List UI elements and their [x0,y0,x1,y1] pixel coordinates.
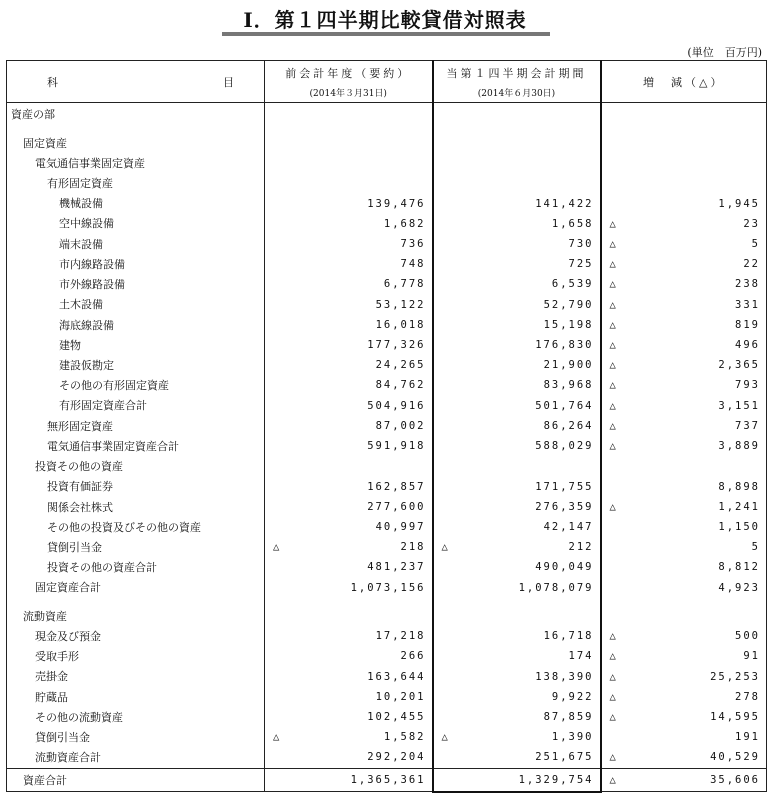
curr-value-text: 87,859 [543,710,594,723]
curr-value [433,497,601,517]
prev-value-text: 177,326 [367,339,426,352]
negative-marker: △ [273,731,280,744]
header-prev [265,61,433,103]
prev-value [265,295,433,315]
diff-value-text: 191 [735,731,760,744]
row-label: 投資有価証券 [7,477,265,497]
row-label: 建設仮勘定 [7,355,265,375]
table-row [7,558,767,578]
curr-value-text: 86,264 [543,419,594,432]
header-item-right: 目 [223,75,234,89]
prev-value [265,275,433,295]
diff-value-text: 91 [743,650,760,663]
diff-value-text: 238 [735,278,760,291]
curr-value-text: 276,359 [535,500,594,513]
negative-marker: △ [609,278,616,291]
diff-value [601,537,767,557]
prev-value [265,173,433,193]
prev-value-text: 162,857 [367,480,426,493]
row-label: 市外線路設備 [7,275,265,295]
curr-value [433,376,601,396]
negative-marker: △ [609,773,616,786]
row-label: 貸倒引当金 [7,537,265,557]
negative-marker: △ [609,670,616,683]
row-label: 資産の部 [7,103,265,126]
diff-value [601,707,767,727]
table-row [7,517,767,537]
diff-value-text: 793 [735,379,760,392]
header-item [7,61,265,103]
negative-marker: △ [609,440,616,453]
negative-marker: △ [609,419,616,432]
row-label: 有形固定資産 [7,173,265,193]
table-row [7,768,767,792]
prev-value [265,355,433,375]
diff-value-text: 14,595 [710,710,760,723]
prev-value-text: 40,997 [375,521,426,534]
diff-value [601,578,767,598]
prev-value [265,768,433,792]
curr-value-text: 138,390 [535,670,594,683]
prev-value [265,416,433,436]
header-curr-date: (2014年６月30日) [477,88,556,99]
header-curr [433,61,601,103]
spacer-cell [433,125,601,133]
curr-value [433,687,601,707]
curr-value-text: 725 [568,258,594,271]
prev-value [265,254,433,274]
curr-value [433,315,601,335]
row-label: 無形固定資産 [7,416,265,436]
diff-value-text: 1,945 [718,197,760,210]
diff-value-text: 23 [743,217,760,230]
diff-value-text: 496 [735,339,760,352]
table-row [7,335,767,355]
spacer-cell [7,125,265,133]
curr-value [433,396,601,416]
row-label: 端末設備 [7,234,265,254]
prev-value [265,707,433,727]
prev-value [265,667,433,687]
prev-value-text: 1,073,156 [350,581,426,594]
prev-value [265,646,433,666]
curr-value [433,748,601,769]
curr-value [433,727,601,747]
negative-marker: △ [609,258,616,271]
negative-marker: △ [609,650,616,663]
curr-value-text: 52,790 [543,298,594,311]
diff-value-text: 25,253 [710,670,760,683]
page-title: Ⅰ．第１四半期比較貸借対照表 [243,8,527,32]
diff-value [601,335,767,355]
row-label: その他の投資及びその他の資産 [7,517,265,537]
unit-label: (単位 百万円) [687,46,762,59]
curr-value-text: 1,329,754 [518,773,594,786]
curr-value [433,173,601,193]
row-label: 流動資産合計 [7,748,265,769]
row-label: 関係会社株式 [7,497,265,517]
curr-value [433,133,601,153]
curr-value-text: 490,049 [535,561,594,574]
curr-value-text: 176,830 [535,339,594,352]
prev-value-text: 17,218 [375,630,426,643]
prev-value-text: 277,600 [367,500,426,513]
curr-value [433,537,601,557]
negative-marker: △ [609,751,616,764]
prev-value [265,214,433,234]
row-label: 現金及び預金 [7,626,265,646]
negative-marker: △ [273,541,280,554]
diff-value [601,646,767,666]
prev-value-text: 102,455 [367,710,426,723]
diff-value-text: 500 [735,630,760,643]
diff-value-text: 1,241 [718,500,760,513]
prev-value [265,687,433,707]
diff-value-text: 819 [735,318,760,331]
diff-value-text: 2,365 [718,359,760,372]
row-label: 流動資産 [7,606,265,626]
spacer-row [7,125,767,133]
diff-value-text: 5 [751,237,760,250]
curr-value-text: 171,755 [535,480,594,493]
curr-value-text: 588,029 [535,440,594,453]
spacer-cell [601,125,767,133]
table-row [7,234,767,254]
prev-value-text: 84,762 [375,379,426,392]
curr-value-text: 6,539 [551,278,594,291]
prev-value-text: 591,918 [367,440,426,453]
curr-value [433,558,601,578]
prev-value [265,558,433,578]
negative-marker: △ [609,339,616,352]
curr-value [433,153,601,173]
table-row [7,194,767,214]
diff-value-text: 3,151 [718,399,760,412]
curr-value [433,103,601,126]
curr-value-text: 42,147 [543,521,594,534]
prev-value [265,153,433,173]
diff-value [601,396,767,416]
table-row [7,275,767,295]
prev-value [265,103,433,126]
spacer-cell [265,598,433,606]
table-row [7,153,767,173]
negative-marker: △ [609,500,616,513]
curr-value [433,768,601,792]
diff-value [601,103,767,126]
negative-marker: △ [609,237,616,250]
diff-value-text: 737 [735,419,760,432]
prev-value-text: 736 [400,237,426,250]
prev-value-text: 1,582 [383,731,426,744]
row-label: 固定資産合計 [7,578,265,598]
curr-value [433,214,601,234]
title-underline [222,32,550,36]
row-label: 投資その他の資産合計 [7,558,265,578]
prev-value-text: 53,122 [375,298,426,311]
diff-value [601,497,767,517]
curr-value-text: 730 [568,237,594,250]
diff-value [601,254,767,274]
diff-value [601,436,767,456]
row-label: 電気通信事業固定資産合計 [7,436,265,456]
row-label: 受取手形 [7,646,265,666]
header-prev-label: 前会計年度（要約） [285,66,412,80]
table-row [7,497,767,517]
curr-value [433,436,601,456]
curr-value-text: 174 [568,650,594,663]
row-label: 電気通信事業固定資産 [7,153,265,173]
table-row [7,133,767,153]
curr-value [433,295,601,315]
negative-marker: △ [609,399,616,412]
curr-value [433,416,601,436]
prev-value-text: 292,204 [367,751,426,764]
spacer-cell [265,125,433,133]
diff-value-text: 3,889 [718,440,760,453]
prev-value-text: 266 [400,650,426,663]
diff-value [601,234,767,254]
prev-value-text: 6,778 [383,278,426,291]
prev-value [265,436,433,456]
prev-value-text: 504,916 [367,399,426,412]
negative-marker: △ [609,379,616,392]
row-label: その他の流動資産 [7,707,265,727]
diff-value [601,606,767,626]
diff-value-text: 22 [743,258,760,271]
diff-value-text: 35,606 [710,773,760,786]
row-label: 土木設備 [7,295,265,315]
table-row [7,707,767,727]
diff-value [601,133,767,153]
prev-value-text: 87,002 [375,419,426,432]
table-row [7,727,767,747]
table-row [7,457,767,477]
header-prev-date: (2014年３月31日) [309,88,387,99]
diff-value [601,457,767,477]
diff-value [601,173,767,193]
diff-value [601,194,767,214]
table-row [7,606,767,626]
curr-value [433,626,601,646]
balance-sheet-table [6,60,767,793]
negative-marker: △ [609,690,616,703]
diff-value [601,667,767,687]
negative-marker: △ [441,731,448,744]
prev-value [265,537,433,557]
curr-value-text: 83,968 [543,379,594,392]
table-row [7,667,767,687]
negative-marker: △ [609,710,616,723]
curr-value-text: 212 [568,541,594,554]
table-row [7,376,767,396]
curr-value-text: 15,198 [543,318,594,331]
curr-value [433,477,601,497]
table-row [7,355,767,375]
row-label: 資産合計 [7,768,265,792]
diff-value [601,477,767,497]
table-row [7,578,767,598]
curr-value-text: 501,764 [535,399,594,412]
diff-value-text: 8,812 [718,561,760,574]
header-diff [601,61,767,103]
diff-value [601,416,767,436]
header-item-left: 科 [47,75,58,89]
row-label: 投資その他の資産 [7,457,265,477]
prev-value [265,396,433,416]
prev-value [265,727,433,747]
prev-value-text: 1,365,361 [350,773,426,786]
negative-marker: △ [609,217,616,230]
curr-value [433,707,601,727]
table-row [7,687,767,707]
curr-value [433,646,601,666]
prev-value [265,335,433,355]
curr-value-text: 1,658 [551,217,594,230]
curr-value-text: 21,900 [543,359,594,372]
prev-value [265,497,433,517]
table-row [7,416,767,436]
negative-marker: △ [609,318,616,331]
curr-value [433,275,601,295]
diff-value-text: 5 [751,541,760,554]
row-label: 建物 [7,335,265,355]
diff-value [601,315,767,335]
diff-value [601,687,767,707]
prev-value-text: 1,682 [383,217,426,230]
prev-value [265,748,433,769]
curr-value-text: 9,922 [551,690,594,703]
diff-value [601,517,767,537]
diff-value [601,376,767,396]
table-row [7,315,767,335]
prev-value [265,457,433,477]
prev-value [265,315,433,335]
diff-value [601,748,767,769]
negative-marker: △ [609,630,616,643]
diff-value [601,355,767,375]
table-row [7,477,767,497]
curr-value [433,517,601,537]
prev-value [265,376,433,396]
prev-value [265,517,433,537]
diff-value-text: 8,898 [718,480,760,493]
table-row [7,436,767,456]
prev-value [265,133,433,153]
curr-value [433,667,601,687]
curr-value-text: 251,675 [535,751,594,764]
header-curr-label: 当第１四半期会計期間 [446,66,587,80]
diff-value [601,275,767,295]
diff-value [601,295,767,315]
prev-value-text: 16,018 [375,318,426,331]
prev-value [265,477,433,497]
curr-value [433,234,601,254]
curr-value [433,254,601,274]
diff-value [601,768,767,792]
diff-value [601,214,767,234]
table-row [7,295,767,315]
row-label: 貯蔵品 [7,687,265,707]
curr-value [433,457,601,477]
prev-value-text: 10,201 [375,690,426,703]
prev-value-text: 24,265 [375,359,426,372]
diff-value [601,626,767,646]
table-row [7,626,767,646]
table-row [7,748,767,769]
table-row [7,646,767,666]
table-header-row [7,61,767,103]
diff-value-text: 4,923 [718,581,760,594]
negative-marker: △ [609,359,616,372]
curr-value [433,578,601,598]
prev-value-text: 139,476 [367,197,426,210]
diff-value [601,153,767,173]
diff-value-text: 331 [735,298,760,311]
row-label: 固定資産 [7,133,265,153]
prev-value-text: 481,237 [367,561,426,574]
prev-value-text: 218 [400,541,426,554]
row-label: 空中線設備 [7,214,265,234]
spacer-cell [433,598,601,606]
curr-value-text: 16,718 [543,630,594,643]
table-body [7,103,767,792]
curr-value [433,355,601,375]
header-diff-label: 増 減（△） [643,75,725,89]
row-label: 有形固定資産合計 [7,396,265,416]
curr-value-text: 1,078,079 [518,581,594,594]
negative-marker: △ [609,298,616,311]
row-label: 市内線路設備 [7,254,265,274]
spacer-cell [601,598,767,606]
curr-value [433,606,601,626]
diff-value-text: 40,529 [710,751,760,764]
spacer-cell [7,598,265,606]
diff-value-text: 278 [735,690,760,703]
table-row [7,103,767,126]
curr-value-text: 141,422 [535,197,594,210]
spacer-row [7,598,767,606]
table-row [7,214,767,234]
prev-value-text: 748 [400,258,426,271]
table-row [7,537,767,557]
row-label: その他の有形固定資産 [7,376,265,396]
row-label: 機械設備 [7,194,265,214]
prev-value [265,626,433,646]
prev-value [265,194,433,214]
diff-value [601,558,767,578]
prev-value-text: 163,644 [367,670,426,683]
negative-marker: △ [441,541,448,554]
diff-value [601,727,767,747]
table-row [7,254,767,274]
table-row [7,173,767,193]
prev-value [265,606,433,626]
curr-value [433,335,601,355]
prev-value [265,578,433,598]
prev-value [265,234,433,254]
row-label: 貸倒引当金 [7,727,265,747]
row-label: 売掛金 [7,667,265,687]
curr-value-text: 1,390 [551,731,594,744]
table-row [7,396,767,416]
curr-value [433,194,601,214]
row-label: 海底線設備 [7,315,265,335]
diff-value-text: 1,150 [718,521,760,534]
